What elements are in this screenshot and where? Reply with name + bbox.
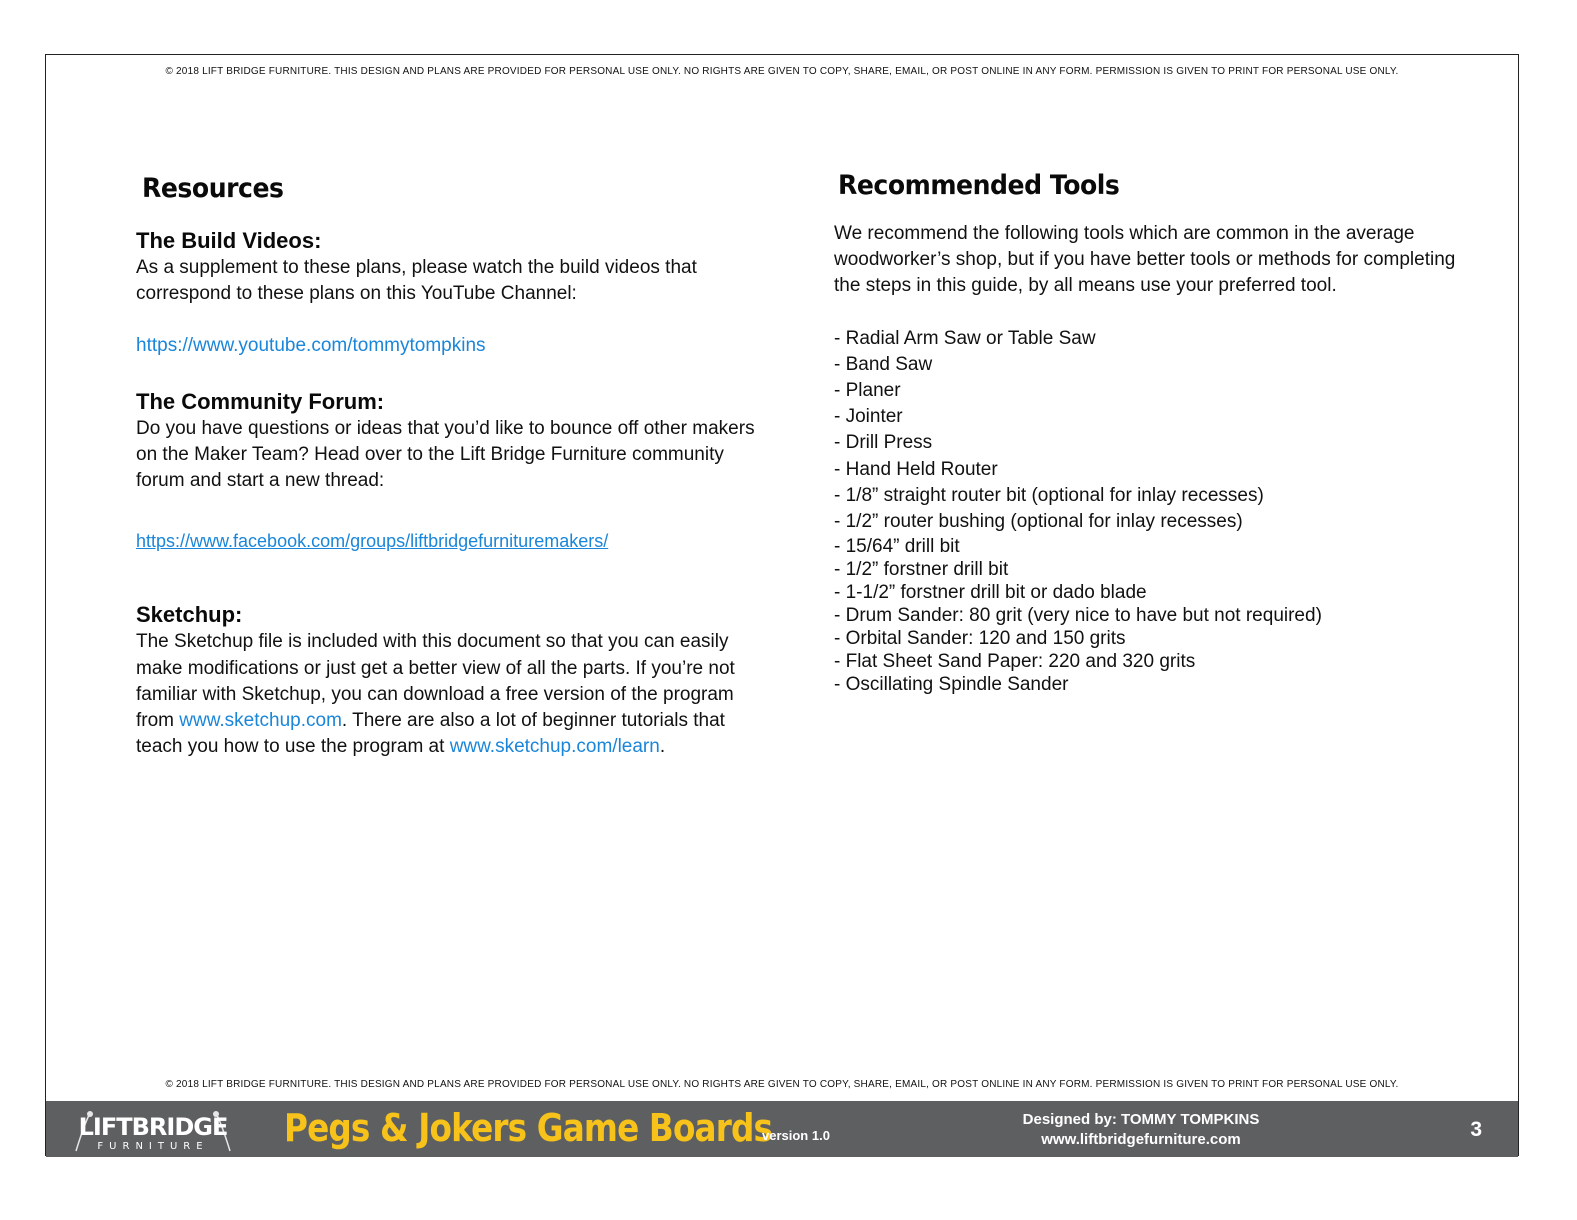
facebook-link[interactable]: https://www.facebook.com/groups/liftbridgefurnituremakers/ bbox=[136, 531, 609, 552]
sketchup-text: The Sketchup file is included with this document so that you can easily make modifications or just get a better view of all the parts. If you’re not familiar with Sketchup, you can download a free version of the program from www.sketchup.com. There are also a lot of beginner tutorials that teach you how to use the program at www.sketchup.com/learn. bbox=[136, 631, 735, 758]
tool-item: - Orbital Sander: 120 and 150 grits bbox=[834, 628, 1126, 650]
tool-item: - Flat Sheet Sand Paper: 220 and 320 grits bbox=[834, 651, 1196, 673]
sketchup-heading: Sketchup: bbox=[136, 602, 243, 628]
resources-column bbox=[136, 227, 756, 760]
tool-item: - 1-1/2” forstner drill bit or dado blade bbox=[834, 582, 1147, 604]
tool-item: - 1/2” router bushing (optional for inlay recesses) bbox=[834, 511, 1243, 533]
tool-item: - Planer bbox=[834, 380, 901, 402]
tool-item: - Drill Press bbox=[834, 432, 933, 454]
tools-column bbox=[834, 221, 1484, 696]
footer-title: Pegs & Jokers Game Boards bbox=[284, 1106, 773, 1150]
page-number: 3 bbox=[1470, 1118, 1482, 1141]
tool-item: - Band Saw bbox=[834, 353, 933, 375]
svg-text:FURNITURE: FURNITURE bbox=[97, 1141, 209, 1152]
designer-credit bbox=[986, 1110, 1296, 1150]
tools-intro: We recommend the following tools which are common in the average woodworker’s shop, but if you have better tools or methods for completing the steps in this guide, by all means use your preferred tool. bbox=[834, 223, 1456, 297]
tool-item: - Radial Arm Saw or Table Saw bbox=[834, 327, 1096, 349]
lift-bridge-logo bbox=[68, 1105, 238, 1153]
tools-list bbox=[834, 326, 1484, 697]
sketchup-learn-link[interactable]: www.sketchup.com/learn bbox=[449, 736, 660, 758]
document-page bbox=[45, 54, 1519, 1156]
website-url: www.liftbridgefurniture.com bbox=[1041, 1131, 1241, 1148]
svg-text:LIFTBRIDGE: LIFTBRIDGE bbox=[78, 1113, 228, 1141]
recommended-tools-title: Recommended Tools bbox=[838, 170, 1120, 201]
sketchup-link[interactable]: www.sketchup.com bbox=[179, 710, 342, 732]
tool-item: - Hand Held Router bbox=[834, 458, 998, 480]
forum-heading: The Community Forum: bbox=[136, 388, 385, 414]
bridge-icon bbox=[68, 1105, 238, 1153]
forum-text: Do you have questions or ideas that you’d like to bounce off other makers on the Maker Team? Head over to the Lift Bridge Furniture community forum and start a new thread: bbox=[136, 417, 755, 492]
tool-item: - 1/2” forstner drill bit bbox=[834, 559, 1009, 581]
tool-item: - Oscillating Spindle Sander bbox=[834, 674, 1069, 696]
copyright-notice-top: © 2018 LIFT BRIDGE FURNITURE. THIS DESIGN AND PLANS ARE PROVIDED FOR PERSONAL USE ONLY. NO RIGHTS ARE GIVEN TO COPY, SHARE, EMAIL, OR POST ONLINE IN ANY FORM. PERMISSION IS GIVEN TO PRINT FOR PERSONAL USE ONLY. bbox=[165, 66, 1399, 77]
tool-item: - Drum Sander: 80 grit (very nice to have but not required) bbox=[834, 605, 1322, 627]
tool-item: - 15/64” drill bit bbox=[834, 536, 960, 558]
version-label: version 1.0 bbox=[762, 1128, 830, 1143]
build-videos-text: As a supplement to these plans, please watch the build videos that correspond to these plans on this YouTube Channel: bbox=[136, 257, 697, 305]
tool-item: - 1/8” straight router bit (optional for inlay recesses) bbox=[834, 484, 1264, 506]
copyright-notice-bottom: © 2018 LIFT BRIDGE FURNITURE. THIS DESIGN AND PLANS ARE PROVIDED FOR PERSONAL USE ONLY. NO RIGHTS ARE GIVEN TO COPY, SHARE, EMAIL, OR POST ONLINE IN ANY FORM. PERMISSION IS GIVEN TO PRINT FOR PERSONAL USE ONLY. bbox=[165, 1079, 1399, 1090]
resources-title: Resources bbox=[142, 173, 284, 204]
footer-bar bbox=[46, 1101, 1518, 1157]
youtube-link[interactable]: https://www.youtube.com/tommytompkins bbox=[136, 335, 486, 357]
build-videos-heading: The Build Videos: bbox=[136, 228, 322, 253]
tool-item: - Jointer bbox=[834, 406, 903, 428]
designed-by: Designed by: TOMMY TOMPKINS bbox=[1022, 1111, 1260, 1128]
